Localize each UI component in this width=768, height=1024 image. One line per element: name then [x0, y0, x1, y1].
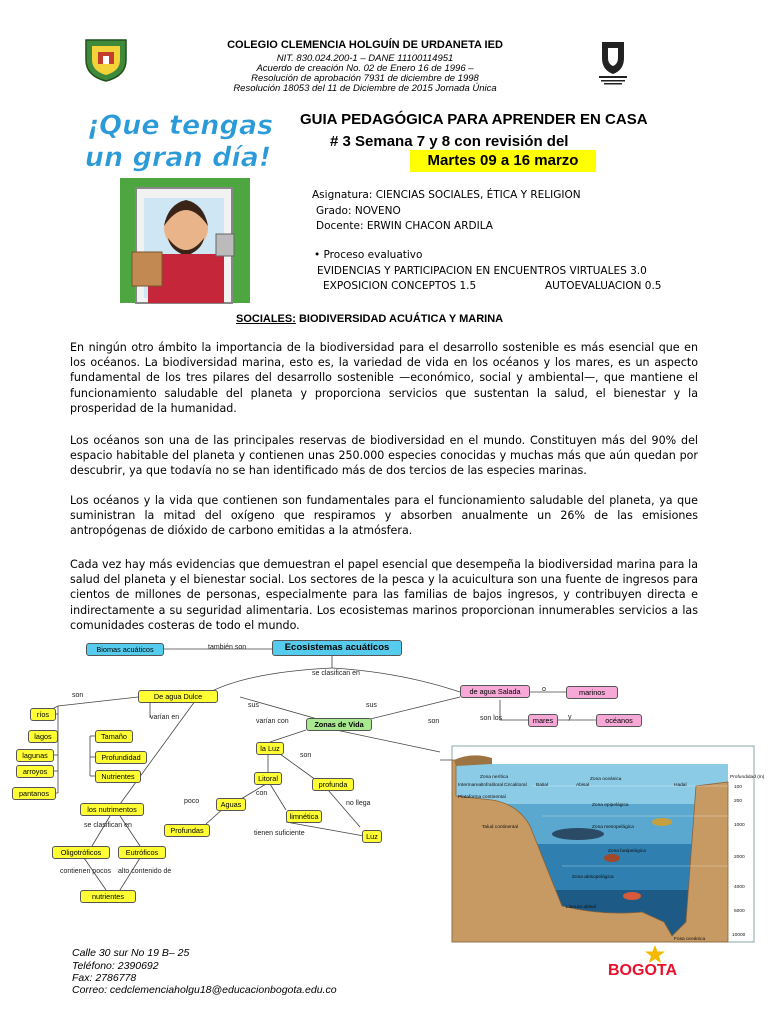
node-luz: Luz [362, 830, 382, 843]
subject-line: Asignatura: CIENCIAS SOCIALES, ÉTICA Y RELIGION [312, 189, 581, 201]
section-heading [236, 313, 503, 325]
depth-10000: 10000 [732, 933, 746, 938]
node-agua-dulce: De agua Dulce [138, 690, 218, 703]
node-la-luz: la Luz [256, 742, 284, 755]
guide-date-highlight: Martes 09 a 16 marzo [410, 150, 596, 172]
label-sus-2: sus [366, 702, 377, 709]
node-agua-salada: de agua Salada [460, 685, 530, 698]
label-plataforma: Plataforma continental [458, 795, 506, 800]
node-aguas: Aguas [216, 798, 246, 811]
footer-phone: Teléfono: 2390692 [72, 960, 159, 972]
label-infralitoral: Infralitoral [482, 783, 504, 788]
node-pantanos: pantanos [12, 787, 56, 800]
label-abisal: Abisal [576, 783, 590, 788]
node-tamano: Tamaño [95, 730, 133, 743]
label-epipelagica: Zona epipelágica [592, 803, 629, 808]
footer-email: Correo: cedclemenciaholgu18@educacionbogota.edu.co [72, 984, 337, 996]
depth-100: 100 [734, 785, 743, 790]
node-oceanos: océanos [596, 714, 642, 727]
label-zona-oceanica: Zona oceánica [590, 777, 622, 782]
school-name: COLEGIO CLEMENCIA HOLGUÍN DE URDANETA IED [227, 39, 503, 51]
label-llanura: Llanura abisal [566, 905, 596, 910]
label-varian-en: varían en [150, 714, 180, 721]
label-talud: Talud continental [482, 825, 519, 830]
teacher-line: Docente: ERWIN CHACON ARDILA [316, 220, 493, 232]
creation-agreement: Acuerdo de creación No. 02 de Enero 16 de 1996 – [256, 63, 474, 74]
label-hadal: Hadal [674, 783, 687, 788]
node-profundas: Profundas [164, 824, 210, 837]
paragraph-1: En ningún otro ámbito la importancia de la biodiversidad para el desarrollo sostenible es más esencial que en los océanos. La biodiversidad marina, esto es, la variedad de vida en los océanos y los mares, es un aspecto fundamental de los tres pilares del desarrollo sostenible —económico, social y ambiental—, que mantiene el funcionamiento saludable del planeta y proporciona servicios que sustentan la salud, el bienestar y la prosperidad de la humanidad. [70, 341, 698, 415]
guide-week: # 3 Semana 7 y 8 con revisión del [330, 133, 569, 150]
depth-1000: 1000 [734, 823, 745, 828]
paragraph-3: Los océanos y la vida que contienen son fundamentales para el funcionamiento saludable del planeta, ya que suministran la mitad del oxígeno que respiramos y absorben anualmente un 26% de las emisiones antropógenas de dióxido de carbono emitidas a la atmósfera. [70, 494, 698, 538]
label-poco: poco [184, 798, 200, 805]
node-profunda: profunda [312, 778, 354, 791]
label-son-zonas: son [300, 752, 312, 759]
node-mares: mares [528, 714, 558, 727]
label-varian-con: varían con [256, 718, 289, 725]
node-nutrientes: nutrientes [80, 890, 136, 903]
promo-text-line1: ¡Que tengas [86, 110, 274, 141]
label-batial: Batial [536, 783, 548, 788]
node-limnetica: limnética [286, 810, 322, 823]
school-nit: NIT. 830.024.200-1 – DANE 11100114951 [276, 53, 454, 64]
node-nutrimentos: los nutrimentos [80, 803, 144, 816]
section-title: BIODIVERSIDAD ACUÁTICA Y MARINA [295, 313, 504, 325]
node-nutrientes-var: Nutrientes [95, 770, 141, 783]
label-tienen-suficiente: tienen suficiente [254, 830, 305, 837]
node-biomas: Biomas acuáticos [86, 643, 164, 656]
footer-fax: Fax: 2786778 [72, 972, 137, 984]
label-son-salada: son [428, 718, 440, 725]
label-con: con [256, 790, 268, 797]
grade-line: Grado: NOVENO [316, 205, 401, 217]
bogota-shield-logo [596, 38, 630, 86]
node-eutroficos: Eutróficos [118, 846, 166, 859]
label-contienen-pocos: contienen pocos [60, 868, 111, 875]
label-batipelagica: Zona batipelágica [608, 849, 646, 854]
self-eval-line: AUTOEVALUACION 0.5 [545, 280, 662, 292]
label-intermareal: Intermareal [458, 783, 483, 788]
label-profundidad: Profundidad (m) [730, 775, 765, 780]
node-lagunas: lagunas [16, 749, 54, 762]
node-root-ecosistemas: Ecosistemas acuáticos [272, 640, 402, 656]
depth-2000: 2000 [734, 855, 745, 860]
label-fosa: Fosa oceánica [674, 937, 706, 942]
section-label: SOCIALES: [236, 313, 296, 325]
label-se-clasifican-2: se clasifican en [84, 822, 132, 829]
process-title: • Proceso evaluativo [314, 249, 423, 261]
resolution-line: Resolución 18053 del 11 de Diciembre de 2015 Jornada Única [233, 83, 497, 94]
label-no-llega: no llega [346, 800, 371, 807]
depth-4000: 4000 [734, 885, 745, 890]
depth-6000: 6000 [734, 909, 745, 914]
footer-address: Calle 30 sur No 19 B– 25 [72, 947, 190, 959]
label-son-los: son los [480, 715, 503, 722]
node-zonas-de-vida: Zonas de Vida [306, 718, 372, 731]
label-abisopelagica: Zona abisopelágica [572, 875, 614, 880]
label-o: o [542, 686, 546, 693]
label-son-dulce: son [72, 692, 84, 699]
node-marinos: marinos [566, 686, 618, 699]
paragraph-4: Cada vez hay más evidencias que demuestran el papel esencial que desempeña la biodiversidad marina para la salud del planeta y el bienestar social. Los sectores de la pesca y la acuicultura son una fuente de ingresos para cientos de millones de personas, especialmente para las familias de bajos ingresos, y contribuyen directa e indirectamente a su seguridad alimentaria. Los ecosistemas marinos proporcionan innumerables servicios a las comunidades costeras de todo el mundo. [70, 558, 698, 632]
bogota-brand: BOGOTA [608, 962, 678, 979]
greeting-illustration [78, 100, 282, 303]
process-title-text: Proceso evaluativo [323, 249, 423, 261]
label-sus-1: sus [248, 702, 259, 709]
label-tambien-son: también son [208, 644, 247, 651]
guide-title: GUIA PEDAGÓGICA PARA APRENDER EN CASA [300, 111, 648, 128]
school-crest-logo [82, 36, 130, 82]
node-litoral: Litoral [254, 772, 282, 785]
ocean-zones-diagram [452, 746, 765, 942]
label-zona-neritica: Zona nerítica [480, 775, 508, 780]
exposition-line: EXPOSICION CONCEPTOS 1.5 [323, 280, 477, 292]
depth-200: 200 [734, 799, 743, 804]
approval-resolution: Resolución de aprobación 7931 de diciembre de 1998 [251, 73, 479, 84]
bogota-star-icon [644, 944, 666, 964]
label-se-clasifican: se clasifican en [312, 670, 360, 677]
label-mesopelagica: Zona mesopelágica [592, 825, 634, 830]
paragraph-2: Los océanos son una de las principales reservas de biodiversidad en el mundo. Constituyen más del 90% del espacio habitable del planeta y contienen unas 250.000 especies conocidas y muchas más que aún quedan por descubrir, ya que todavía no se han identificado más de dos tercios de las especies marinas. [70, 434, 698, 478]
evidence-line: EVIDENCIAS Y PARTICIPACION EN ENCUENTROS VIRTUALES 3.0 [317, 265, 647, 277]
node-lagos: lagos [28, 730, 58, 743]
promo-text-line2: un gran día! [84, 142, 272, 173]
node-arroyos: arroyos [16, 765, 54, 778]
label-y: y [568, 714, 572, 721]
label-alto-contenido: alto contenido de [118, 868, 172, 875]
label-circalitoral: Circalitoral [504, 783, 527, 788]
node-rios: ríos [30, 708, 56, 721]
node-profundidad: Profundidad [95, 751, 147, 764]
node-oligotroficos: Oligotróficos [52, 846, 110, 859]
